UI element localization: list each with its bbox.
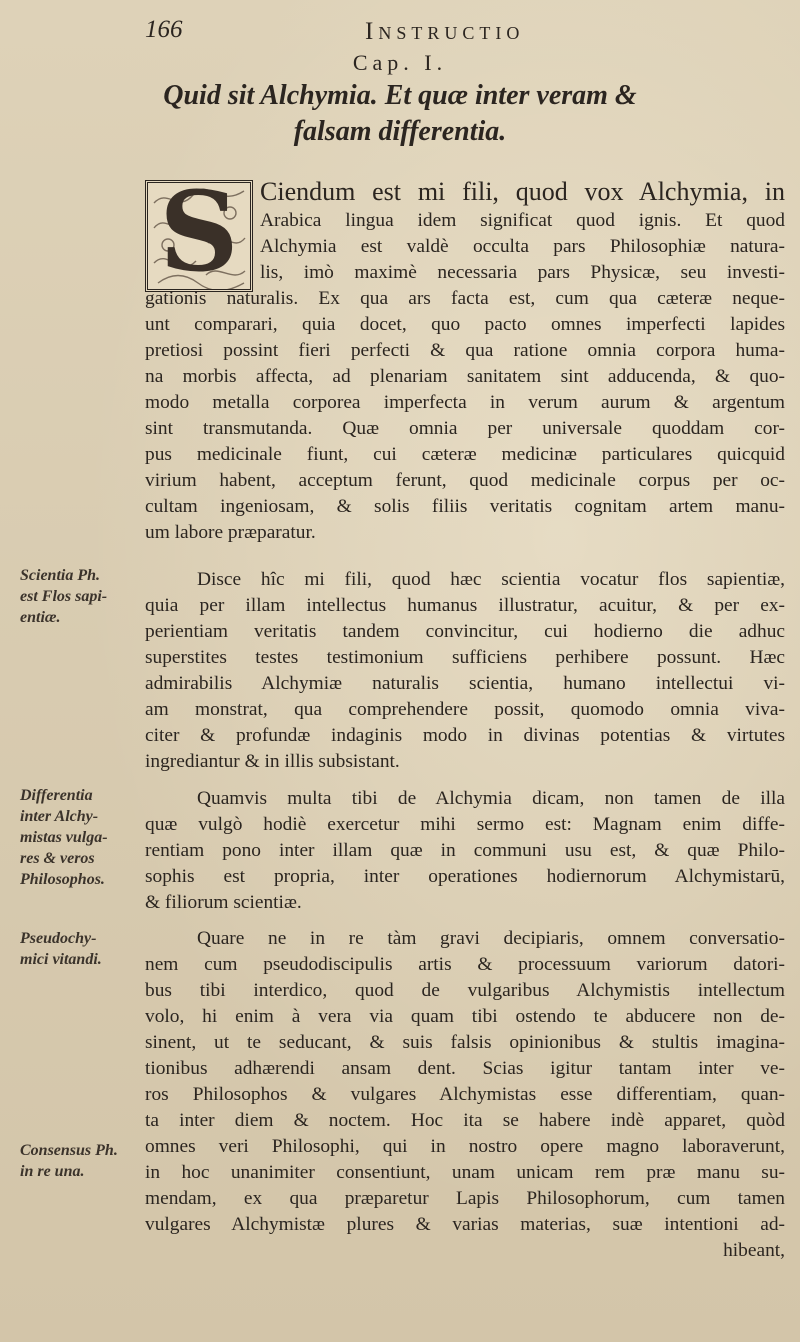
text-line: gationis naturalis. Ex qua ars facta est, cum qua cæteræ neque- [145, 288, 785, 309]
text-line: cultam ingeniosam, & solis filiis veritatis cognitam artem manu- [145, 496, 785, 517]
margin-note-line: in re una. [20, 1163, 85, 1180]
text-line: Alchymia est valdè occulta pars Philosophiæ natura- [260, 236, 785, 257]
text-line: hibeant, [723, 1240, 785, 1261]
text-line: quæ vulgò hodiè exercetur mihi sermo est: Magnam enim diffe- [145, 814, 785, 835]
text-line: Quamvis multa tibi de Alchymia dicam, non tamen de illa [197, 788, 785, 809]
text-line: ros Philosophos & vulgares Alchymistas esse differentiam, quan- [145, 1084, 785, 1105]
text-line: citer & profundæ indaginis modo in divinas potentias & virtutes [145, 725, 785, 746]
text-line: Ciendum est mi fili, quod vox Alchymia, in [260, 177, 785, 206]
page-number: 166 [145, 16, 183, 43]
margin-note-line: est Flos sapi- [20, 588, 108, 605]
paragraph-2 [145, 567, 785, 775]
margin-note-line: Pseudochy- [20, 930, 97, 947]
text-line: vulgares Alchymistæ plures & varias materias, suæ intentioni ad- [145, 1214, 785, 1235]
margin-note-differentia [20, 785, 108, 890]
text-line: tionibus adhærendi ansam dent. Scias igitur tantam inter ve- [145, 1058, 785, 1079]
margin-note-line: entiæ. [20, 609, 61, 626]
running-title: Instructio [365, 18, 525, 45]
text-line: perientiam veritatis tandem convincitur, cui hodierno die adhuc [145, 621, 785, 642]
paragraph-1 [145, 167, 785, 546]
text-line: bus tibi interdico, quod de vulgaribus Alchymistis intellectum [145, 980, 785, 1001]
text-line: am monstrat, qua comprehendere possit, quomodo omnia viva- [145, 699, 785, 720]
margin-note-line: Differentia [20, 787, 93, 804]
text-line: unt comparari, quia docet, quo pacto omnes imperfecti lapides [145, 314, 785, 335]
margin-note-line: res & veros [20, 850, 95, 867]
text-line: Disce hîc mi fili, quod hæc scientia vocatur flos sapientiæ, [197, 569, 785, 590]
initial-letter: S [159, 167, 239, 296]
text-line: sint transmutanda. Quæ omnia per universale quoddam cor- [145, 418, 785, 439]
margin-note-line: Philosophos. [20, 871, 105, 888]
text-line: omnes veri Philosophi, qui in nostro opere magno laboraverunt, [145, 1136, 785, 1157]
text-line: admirabilis Alchymiæ naturalis scientia, humano intellectui vi- [145, 673, 785, 694]
text-line: Quare ne in re tàm gravi decipiaris, omnem conversatio- [197, 928, 785, 949]
paragraph-4 [145, 926, 785, 1264]
text-line: in hoc unanimiter consentiunt, unam unicam rem præ manu su- [145, 1162, 785, 1183]
margin-note-line: Scientia Ph. [20, 567, 101, 584]
margin-note-line: inter Alchy- [20, 808, 99, 825]
margin-note-consensus [20, 1140, 118, 1182]
margin-note-line: mistas vulga- [20, 829, 108, 846]
chapter-heading: Cap. I. [352, 50, 448, 75]
margin-note-flos-sapientiae [20, 565, 107, 628]
text-line: pretiosi possint fieri perfecti & qua ratione omnia corpora huma- [145, 340, 785, 361]
text-line: ta inter diem & noctem. Hoc ita se habere indè apparet, quòd [145, 1110, 785, 1131]
text-line: Arabica lingua idem significat quod ignis. Et quod [260, 210, 785, 231]
text-line: volo, hi enim à vera via quam tibi ostendo te abducere non de- [145, 1006, 785, 1027]
text-line: rentiam pono inter illam quæ in communi usu est, & quæ Philo- [145, 840, 785, 861]
text-line: superstites testes testimonium sufficiens perhibere possunt. Hæc [145, 647, 785, 668]
text-line: mendam, ex qua præparetur Lapis Philosophorum, cum tamen [145, 1188, 785, 1209]
text-line: um labore præparatur. [145, 522, 316, 543]
text-line: nem cum pseudodiscipulis artis & processuum variorum datori- [145, 954, 785, 975]
text-line: virium habent, acceptum ferunt, quod medicinale corpus per oc- [145, 470, 785, 491]
text-line: ingrediantur & in illis subsistant. [145, 751, 400, 772]
chapter-title-line-1: Quid sit Alchymia. Et quæ inter veram & [163, 80, 637, 111]
text-line: quia per illam intellectus humanus illustratur, acuitur, & per ex- [145, 595, 785, 616]
text-line: na morbis affecta, ad plenariam sanitatem sint adducenda, & quo- [145, 366, 785, 387]
paragraph-3 [145, 786, 785, 916]
margin-note-line: Consensus Ph. [20, 1142, 118, 1159]
text-line: sinent, ut te seducant, & suis falsis opinionibus & stultis imagina- [145, 1032, 785, 1053]
text-line: sophis est propria, inter operationes hodiernorum Alchymistarū, [145, 866, 785, 887]
margin-note-pseudochymici [20, 928, 102, 970]
text-line: pus medicinale fiunt, cui cæteræ medicinæ particulares quicquid [145, 444, 785, 465]
text-line: & filiorum scientiæ. [145, 892, 302, 913]
page-header [0, 10, 800, 50]
text-line: modo metalla corporea imperfecta in verum aurum & argentum [145, 392, 785, 413]
margin-note-line: mici vitandi. [20, 951, 102, 968]
chapter-title-line-2: falsam differentia. [293, 116, 507, 147]
text-line: lis, imò maximè necessaria pars Physicæ, seu investi- [260, 262, 785, 283]
